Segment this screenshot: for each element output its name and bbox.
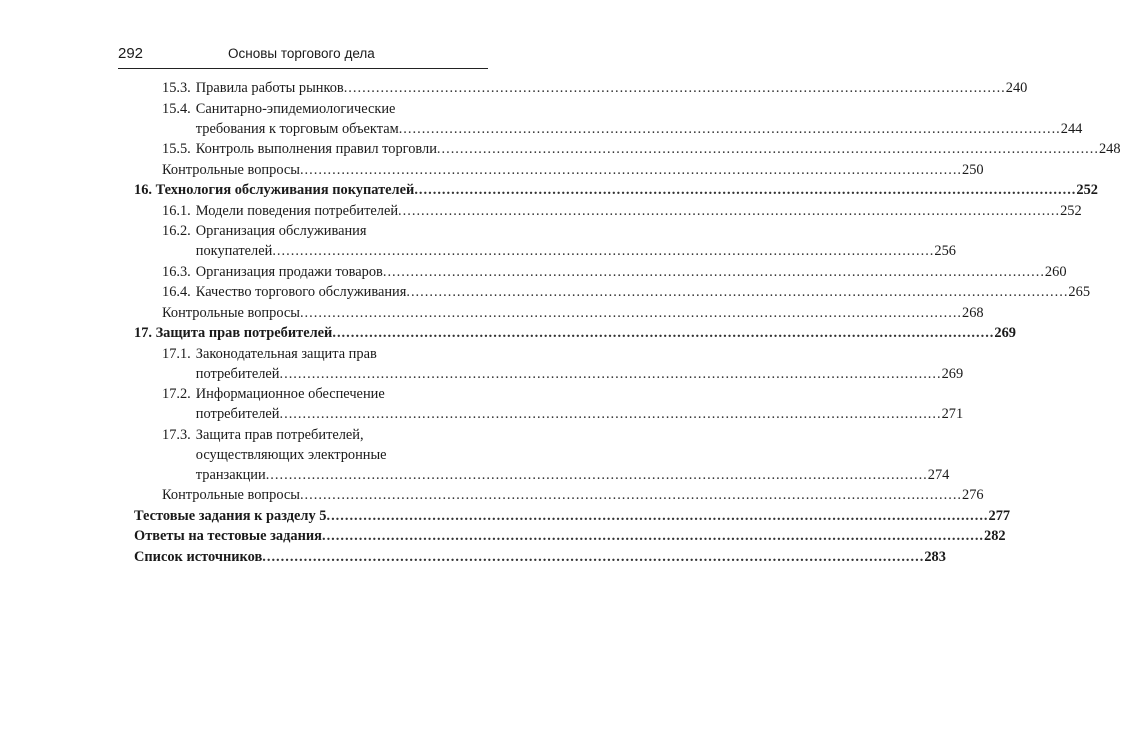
section-number: 16.3. [162, 263, 191, 280]
section-number: 17.2. [162, 386, 191, 402]
section-body [196, 78, 1028, 98]
toc-line [134, 526, 1006, 546]
page-ref: 274 [927, 466, 950, 483]
page-ref: 250 [962, 161, 984, 178]
toc-line [134, 180, 1098, 200]
page-ref: 276 [962, 487, 984, 503]
section-title-line: Законодательная защита прав [195, 345, 377, 362]
section-entry [162, 99, 1083, 139]
toc-line [196, 139, 1121, 159]
page-ref: 248 [1098, 141, 1121, 157]
section-entry [162, 139, 1121, 159]
toc-line [196, 465, 950, 485]
toc-line [162, 303, 984, 323]
dot-leader [398, 201, 1060, 221]
toc-entry[interactable] [134, 303, 984, 323]
toc-line [134, 547, 946, 567]
chapter-title: Список источников [134, 548, 263, 565]
book-title: Основы торгового дела [228, 46, 375, 61]
section-body [196, 221, 956, 261]
section-body [196, 201, 1082, 221]
page-ref: 269 [994, 325, 1016, 341]
toc-line [196, 119, 1083, 139]
toc-entry[interactable] [134, 526, 1006, 546]
toc-line [196, 425, 950, 445]
section-body [196, 425, 950, 485]
dot-leader [300, 485, 962, 505]
toc-line [196, 364, 963, 384]
toc-entry[interactable] [134, 485, 984, 505]
page-ref: 271 [941, 406, 964, 422]
section-body [196, 344, 963, 384]
section-title-line: Защита прав потребителей, [195, 426, 364, 443]
section-title-line: транзакции [195, 466, 266, 483]
toc-entry[interactable] [134, 547, 946, 567]
page-ref: 256 [934, 243, 956, 259]
toc-line [196, 344, 963, 364]
section-entry [162, 78, 1028, 98]
section-body [196, 262, 1067, 282]
toc-line [196, 99, 1083, 119]
page-number: 292 [118, 45, 144, 62]
section-title-line: Санитарно-эпидемиологические [195, 100, 396, 117]
toc-line [196, 221, 956, 241]
section-title-line: потребителей [195, 365, 280, 382]
toc-entry[interactable] [134, 262, 1067, 282]
section-entry [162, 282, 1091, 302]
dot-leader [266, 465, 928, 485]
section-entry [162, 425, 950, 485]
page-ref: 268 [962, 304, 984, 321]
toc-entry[interactable] [134, 344, 964, 384]
chapter-title: Тестовые задания к разделу 5 [134, 507, 327, 524]
dot-leader [272, 241, 934, 261]
toc-line [162, 485, 984, 505]
table-of-contents [134, 78, 1121, 567]
section-entry [162, 384, 964, 424]
review-questions-label: Контрольные вопросы [162, 161, 300, 178]
toc-line [196, 384, 963, 404]
toc-entry[interactable] [134, 221, 956, 261]
toc-line [196, 241, 956, 261]
dot-leader [326, 506, 988, 526]
toc-line [196, 445, 950, 465]
dot-leader [414, 180, 1076, 200]
section-entry [162, 221, 956, 261]
dot-leader [280, 364, 942, 384]
review-questions-label: Контрольные вопросы [162, 304, 300, 321]
dot-leader [332, 323, 994, 343]
section-number: 15.5. [162, 141, 191, 157]
toc-entry[interactable] [134, 99, 1083, 139]
page-ref: 252 [1076, 182, 1098, 198]
section-number: 16.4. [162, 284, 191, 300]
toc-entry[interactable] [134, 282, 1091, 302]
dot-leader [280, 404, 942, 424]
page-ref: 252 [1060, 202, 1082, 219]
running-header [118, 42, 488, 69]
section-title-line: требования к торговым объектам [195, 120, 399, 137]
section-entry [162, 201, 1082, 221]
dot-leader [322, 526, 984, 546]
section-title-line: покупателей [195, 243, 273, 259]
dot-leader [262, 547, 924, 567]
section-title-line: осуществляющих электронные [195, 446, 387, 463]
section-number: 16.1. [162, 202, 191, 219]
section-title-line: потребителей [195, 406, 280, 422]
dot-leader [399, 119, 1061, 139]
section-body [196, 139, 1121, 159]
toc-line [196, 78, 1028, 98]
toc-entry[interactable] [134, 78, 1028, 98]
dot-leader [344, 78, 1006, 98]
chapter-title: 16. Технология обслуживания покупателей [134, 182, 415, 198]
page-ref: 283 [924, 548, 946, 565]
section-entry [162, 262, 1067, 282]
section-title-line: Качество торгового обслуживания [195, 284, 407, 300]
toc-entry[interactable] [134, 425, 950, 485]
page-ref: 282 [984, 528, 1006, 544]
toc-entry[interactable] [134, 180, 1098, 200]
toc-entry[interactable] [134, 506, 1011, 526]
toc-entry[interactable] [134, 323, 1016, 343]
dot-leader [437, 139, 1099, 159]
chapter-title: Ответы на тестовые задания [134, 528, 322, 544]
section-number: 16.2. [162, 223, 191, 239]
section-title-line: Модели поведения потребителей [195, 202, 399, 219]
chapter-title: 17. Защита прав потребителей [134, 325, 333, 341]
toc-line [196, 404, 963, 424]
section-number: 15.3. [162, 80, 191, 96]
page-ref: 244 [1060, 120, 1083, 137]
dot-leader [406, 282, 1068, 302]
toc-line [134, 506, 1011, 526]
page-ref: 277 [988, 507, 1011, 524]
toc-entry[interactable] [134, 160, 984, 180]
section-entry [162, 344, 964, 384]
toc-line [196, 282, 1090, 302]
toc-line [196, 201, 1082, 221]
dot-leader [383, 262, 1045, 282]
section-title-line: Информационное обеспечение [195, 386, 385, 402]
dot-leader [300, 303, 962, 323]
toc-line [134, 323, 1016, 343]
page-ref: 265 [1068, 284, 1091, 300]
toc-line [196, 262, 1067, 282]
section-body [196, 384, 963, 424]
page-ref: 269 [941, 365, 964, 382]
section-number: 17.1. [162, 345, 191, 362]
toc-entry[interactable] [134, 384, 964, 424]
page-ref: 260 [1044, 263, 1067, 280]
page-ref: 240 [1005, 80, 1028, 96]
dot-leader [300, 160, 962, 180]
toc-entry[interactable] [134, 139, 1121, 159]
section-title-line: Контроль выполнения правил торговли [195, 141, 437, 157]
toc-line [162, 160, 984, 180]
section-body [196, 99, 1083, 139]
section-number: 17.3. [162, 426, 191, 443]
section-title-line: Организация продажи товаров [195, 263, 383, 280]
toc-entry[interactable] [134, 201, 1082, 221]
review-questions-label: Контрольные вопросы [162, 487, 300, 503]
section-title-line: Правила работы рынков [195, 80, 344, 96]
section-number: 15.4. [162, 100, 191, 117]
section-title-line: Организация обслуживания [195, 223, 367, 239]
section-body [196, 282, 1090, 302]
